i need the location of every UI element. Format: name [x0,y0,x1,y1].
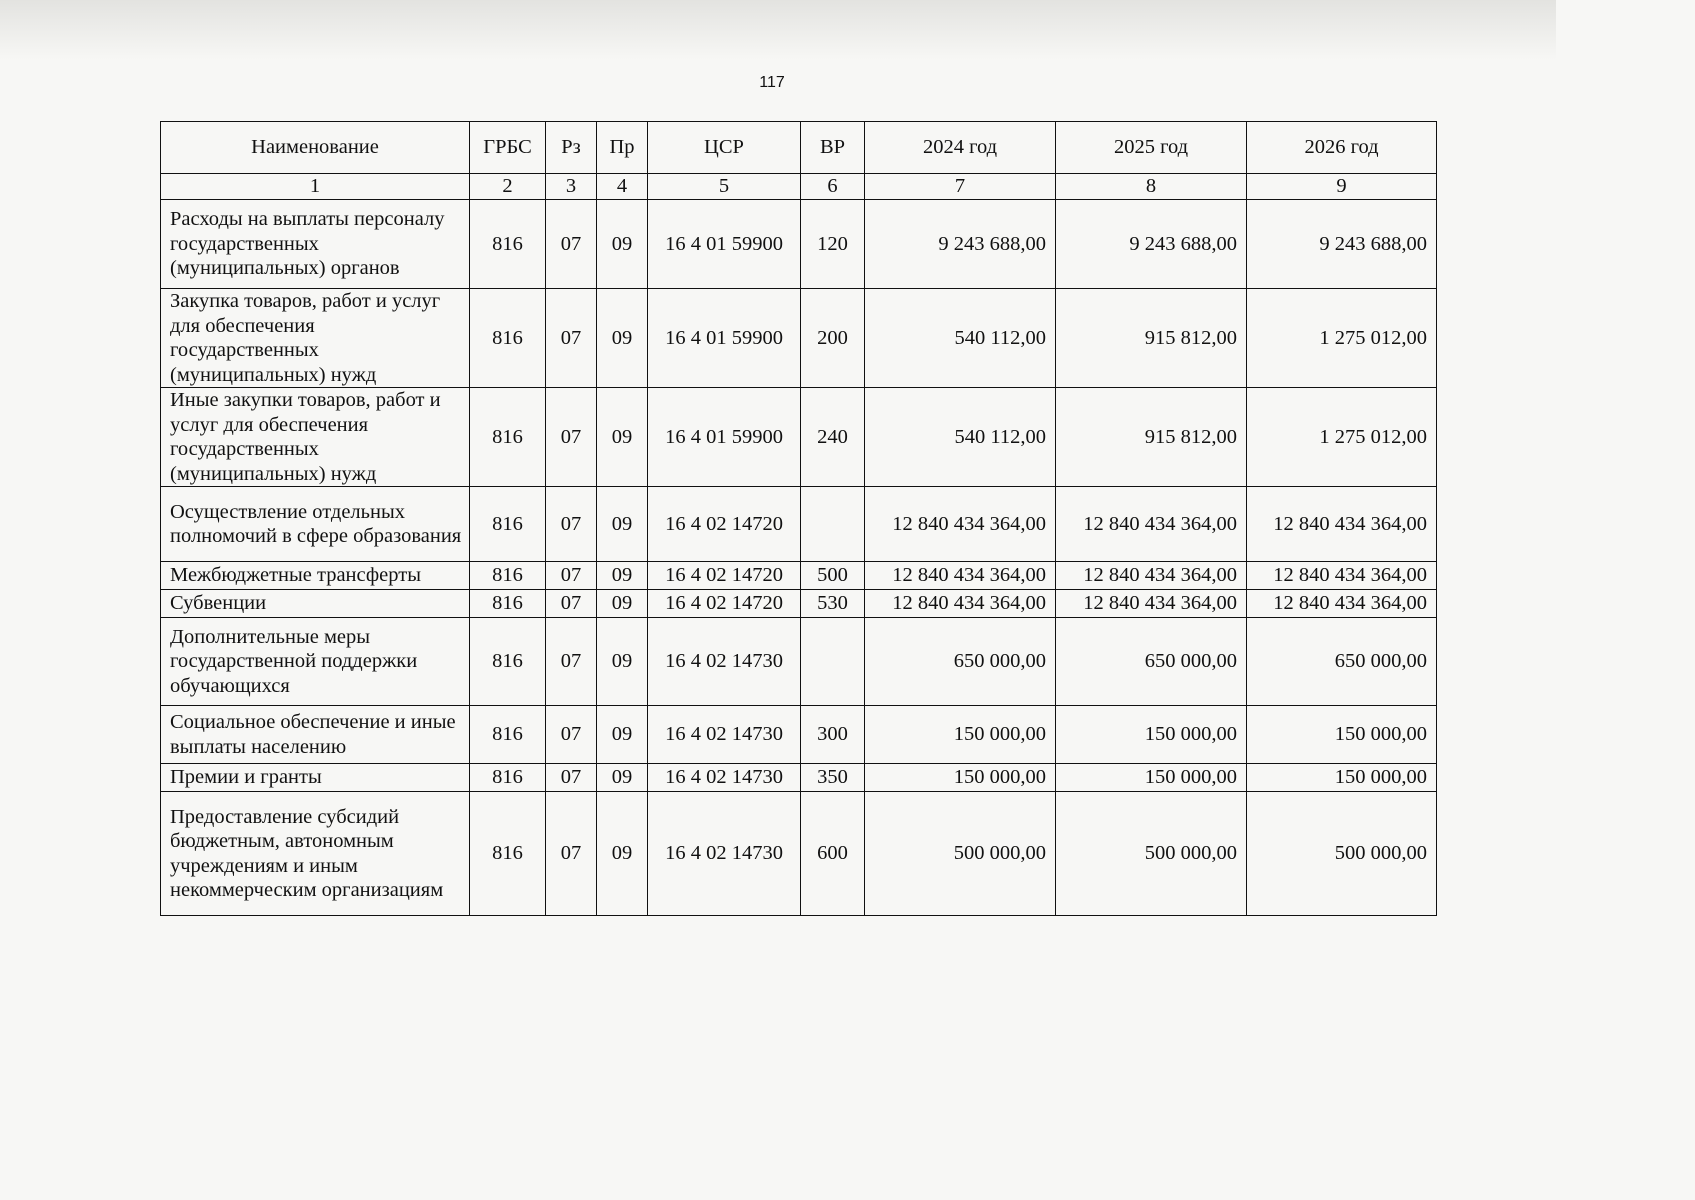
vr-cell: 300 [801,706,865,764]
rz-cell: 07 [546,618,597,706]
column-number-cell: 7 [865,174,1056,200]
grbs-cell: 816 [470,618,546,706]
amount-2026: 500 000,00 [1247,792,1437,916]
header-cell: 2025 год [1056,122,1247,174]
pr-cell: 09 [597,764,648,792]
table-row [161,618,1437,706]
vr-cell [801,618,865,706]
rz-cell: 07 [546,590,597,618]
column-number-cell: 9 [1247,174,1437,200]
amount-2024: 540 112,00 [865,388,1056,487]
amount-2026: 150 000,00 [1247,706,1437,764]
table-row [161,487,1437,562]
pr-cell: 09 [597,289,648,388]
row-name: Социальное обеспечение и иные выплаты населению [161,706,470,764]
page-number: 117 [759,74,785,91]
amount-2024: 12 840 434 364,00 [865,487,1056,562]
grbs-cell: 816 [470,792,546,916]
csr-cell: 16 4 02 14720 [648,562,801,590]
amount-2026: 12 840 434 364,00 [1247,590,1437,618]
column-number-cell: 4 [597,174,648,200]
amount-2025: 12 840 434 364,00 [1056,590,1247,618]
amount-2024: 12 840 434 364,00 [865,590,1056,618]
vr-cell: 350 [801,764,865,792]
amount-2024: 500 000,00 [865,792,1056,916]
row-name: Межбюджетные трансферты [161,562,470,590]
vr-cell [801,487,865,562]
amount-2025: 150 000,00 [1056,764,1247,792]
header-cell: Рз [546,122,597,174]
grbs-cell: 816 [470,706,546,764]
row-name: Предоставление субсидий бюджетным, автономным учреждениям и иным некоммерческим организациям [161,792,470,916]
amount-2025: 915 812,00 [1056,289,1247,388]
amount-2025: 500 000,00 [1056,792,1247,916]
table-row [161,764,1437,792]
rz-cell: 07 [546,562,597,590]
grbs-cell: 816 [470,487,546,562]
column-number-cell: 3 [546,174,597,200]
amount-2025: 12 840 434 364,00 [1056,562,1247,590]
amount-2024: 150 000,00 [865,764,1056,792]
csr-cell: 16 4 02 14730 [648,706,801,764]
amount-2024: 12 840 434 364,00 [865,562,1056,590]
amount-2024: 540 112,00 [865,289,1056,388]
row-name: Субвенции [161,590,470,618]
pr-cell: 09 [597,590,648,618]
vr-cell: 600 [801,792,865,916]
table-row [161,289,1437,388]
pr-cell: 09 [597,200,648,289]
row-name: Иные закупки товаров, работ и услуг для обеспечения государственных (муниципальных) нужд [161,388,470,487]
amount-2026: 12 840 434 364,00 [1247,487,1437,562]
grbs-cell: 816 [470,200,546,289]
scan-shadow [0,0,1556,60]
header-cell: ЦСР [648,122,801,174]
csr-cell: 16 4 01 59900 [648,388,801,487]
table-row [161,706,1437,764]
row-name: Премии и гранты [161,764,470,792]
amount-2025: 9 243 688,00 [1056,200,1247,289]
vr-cell: 120 [801,200,865,289]
amount-2025: 12 840 434 364,00 [1056,487,1247,562]
amount-2026: 150 000,00 [1247,764,1437,792]
csr-cell: 16 4 02 14730 [648,618,801,706]
amount-2026: 1 275 012,00 [1247,388,1437,487]
column-number-cell: 6 [801,174,865,200]
csr-cell: 16 4 02 14730 [648,764,801,792]
amount-2024: 9 243 688,00 [865,200,1056,289]
vr-cell: 200 [801,289,865,388]
csr-cell: 16 4 02 14720 [648,590,801,618]
header-cell: 2026 год [1247,122,1437,174]
table-row [161,388,1437,487]
column-number-cell: 1 [161,174,470,200]
amount-2025: 915 812,00 [1056,388,1247,487]
amount-2025: 650 000,00 [1056,618,1247,706]
grbs-cell: 816 [470,388,546,487]
grbs-cell: 816 [470,764,546,792]
csr-cell: 16 4 02 14720 [648,487,801,562]
grbs-cell: 816 [470,590,546,618]
vr-cell: 500 [801,562,865,590]
grbs-cell: 816 [470,562,546,590]
header-row [161,122,1437,174]
amount-2024: 650 000,00 [865,618,1056,706]
rz-cell: 07 [546,289,597,388]
pr-cell: 09 [597,618,648,706]
amount-2025: 150 000,00 [1056,706,1247,764]
header-cell: Пр [597,122,648,174]
pr-cell: 09 [597,706,648,764]
column-number-cell: 5 [648,174,801,200]
header-cell: ГРБС [470,122,546,174]
budget-table [160,121,1437,916]
table-row [161,562,1437,590]
column-number-row [161,174,1437,200]
rz-cell: 07 [546,487,597,562]
row-name: Закупка товаров, работ и услуг для обеспечения государственных (муниципальных) нужд [161,289,470,388]
csr-cell: 16 4 01 59900 [648,200,801,289]
pr-cell: 09 [597,792,648,916]
rz-cell: 07 [546,388,597,487]
csr-cell: 16 4 02 14730 [648,792,801,916]
table-row [161,590,1437,618]
header-cell: ВР [801,122,865,174]
table-row [161,792,1437,916]
rz-cell: 07 [546,706,597,764]
column-number-cell: 8 [1056,174,1247,200]
amount-2026: 1 275 012,00 [1247,289,1437,388]
column-number-cell: 2 [470,174,546,200]
header-cell: Наименование [161,122,470,174]
amount-2024: 150 000,00 [865,706,1056,764]
rz-cell: 07 [546,764,597,792]
amount-2026: 12 840 434 364,00 [1247,562,1437,590]
row-name: Осуществление отдельных полномочий в сфере образования [161,487,470,562]
csr-cell: 16 4 01 59900 [648,289,801,388]
pr-cell: 09 [597,487,648,562]
vr-cell: 240 [801,388,865,487]
rz-cell: 07 [546,792,597,916]
pr-cell: 09 [597,562,648,590]
row-name: Расходы на выплаты персоналу государственных (муниципальных) органов [161,200,470,289]
header-cell: 2024 год [865,122,1056,174]
grbs-cell: 816 [470,289,546,388]
table-row [161,200,1437,289]
vr-cell: 530 [801,590,865,618]
amount-2026: 650 000,00 [1247,618,1437,706]
rz-cell: 07 [546,200,597,289]
row-name: Дополнительные меры государственной поддержки обучающихся [161,618,470,706]
amount-2026: 9 243 688,00 [1247,200,1437,289]
pr-cell: 09 [597,388,648,487]
